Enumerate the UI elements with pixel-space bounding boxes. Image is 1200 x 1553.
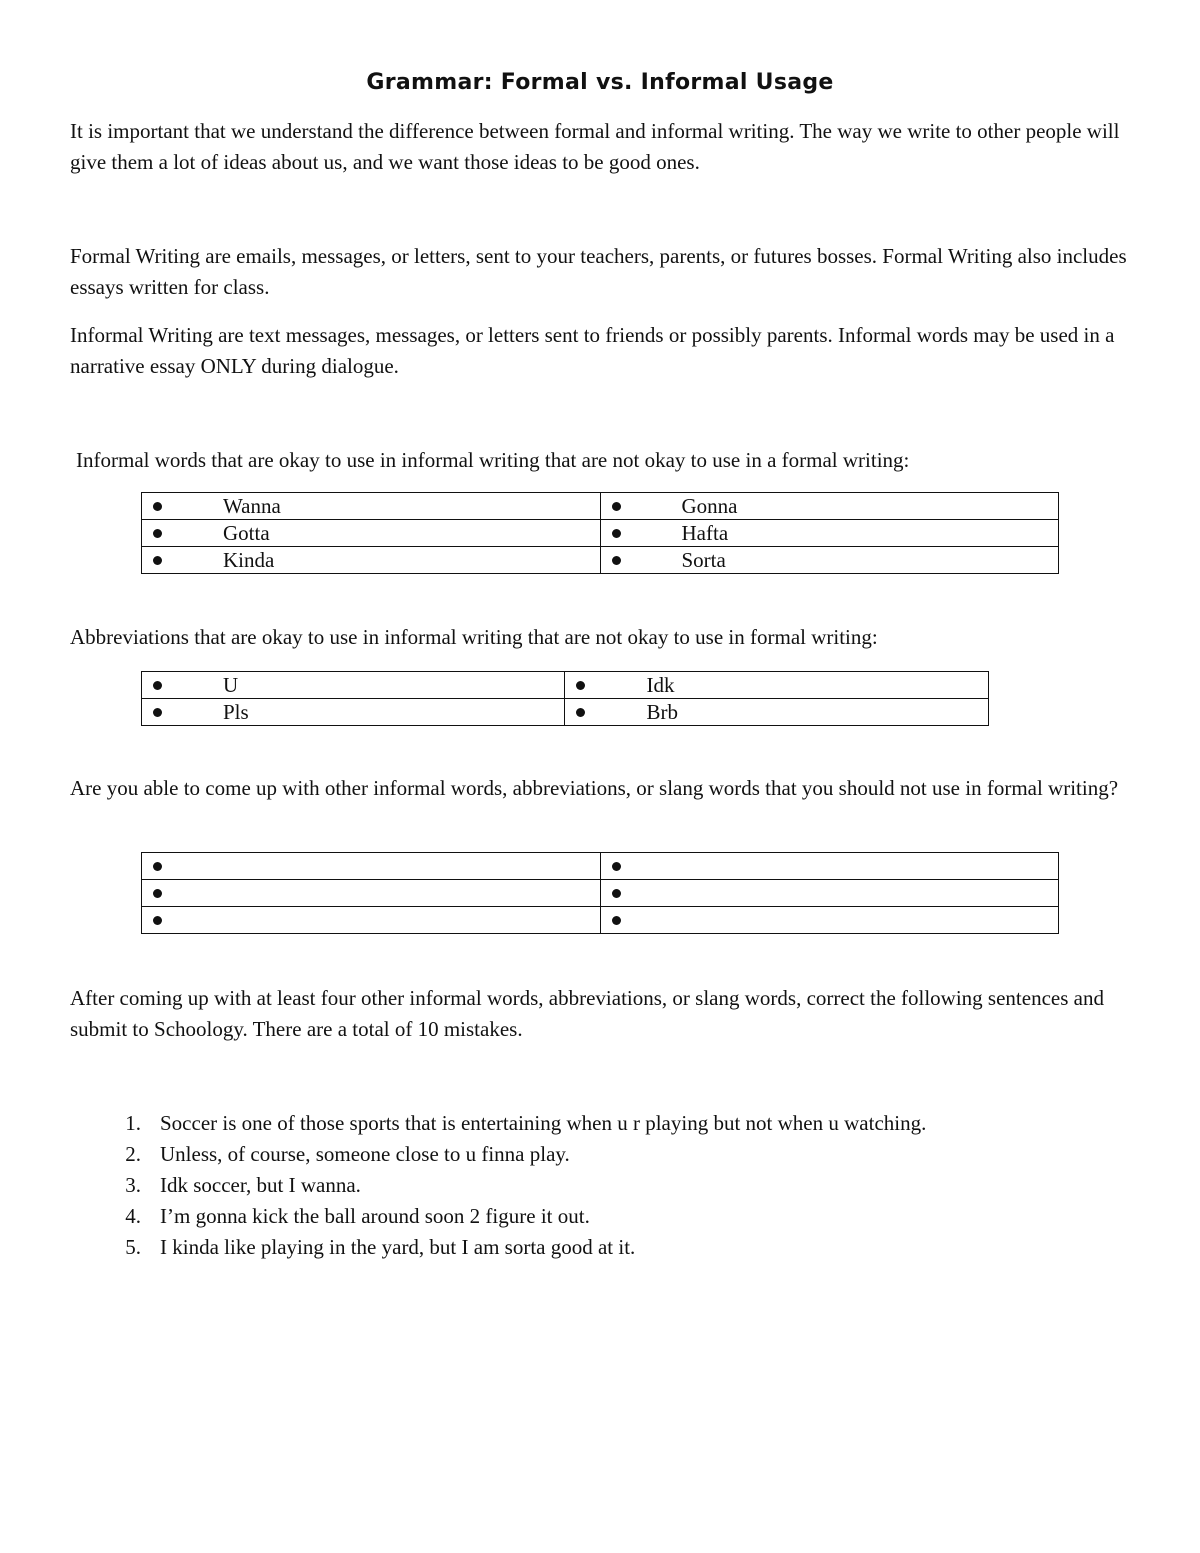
table-cell: Pls (223, 700, 249, 724)
table-row (142, 672, 989, 699)
table-row (142, 493, 1059, 520)
bullet-icon (612, 556, 621, 565)
blank-answer-table (141, 852, 1059, 934)
list-item (70, 1170, 926, 1201)
informal-words-heading: Informal words that are okay to use in informal writing that are not okay to use in a formal writing: (76, 448, 910, 472)
list-item (70, 1139, 926, 1170)
table-row (142, 699, 989, 726)
list-item-text: Unless, of course, someone close to u finna play. (160, 1142, 570, 1166)
table-cell: Brb (646, 700, 678, 724)
bullet-icon (153, 529, 162, 538)
table-row (142, 880, 1059, 907)
answer-cell[interactable] (142, 907, 601, 934)
table-row (142, 547, 1059, 574)
bullet-icon (576, 681, 585, 690)
question-paragraph: Are you able to come up with other informal words, abbreviations, or slang words that you should not use in formal writing? (70, 776, 1119, 800)
instructions-paragraph: After coming up with at least four other informal words, abbreviations, or slang words, correct the following sentences and submit to Schoology. There are a total of 10 mistakes. (70, 986, 1104, 1041)
table-cell: Gonna (681, 494, 738, 518)
answer-cell[interactable] (600, 880, 1059, 907)
list-item-text: Idk soccer, but I wanna. (160, 1173, 361, 1197)
bullet-icon (153, 556, 162, 565)
informal-words-table (141, 492, 1059, 574)
table-cell: Hafta (681, 521, 729, 545)
table-cell: Idk (646, 673, 675, 697)
abbreviations-table (141, 671, 989, 726)
list-item-number: 2. (125, 1142, 141, 1166)
table-cell: Kinda (223, 548, 275, 572)
list-item-text: I kinda like playing in the yard, but I am sorta good at it. (160, 1235, 636, 1259)
bullet-icon (612, 916, 621, 925)
bullet-icon (153, 502, 162, 511)
table-cell: Sorta (681, 548, 726, 572)
table-row (142, 520, 1059, 547)
bullet-icon (612, 529, 621, 538)
bullet-icon (153, 862, 162, 871)
bullet-icon (153, 708, 162, 717)
bullet-icon (153, 889, 162, 898)
list-item-text: Soccer is one of those sports that is entertaining when u r playing but not when u watching. (160, 1111, 927, 1135)
sentence-list (70, 1108, 926, 1263)
bullet-icon (576, 708, 585, 717)
table-row (142, 853, 1059, 880)
bullet-icon (612, 502, 621, 511)
intro-paragraph: It is important that we understand the difference between formal and informal writing. The way we write to other people will give them a lot of ideas about us, and we want those ideas to be good ones. (70, 119, 1120, 174)
bullet-icon (153, 681, 162, 690)
answer-cell[interactable] (142, 853, 601, 880)
list-item (70, 1232, 926, 1263)
table-cell: U (223, 673, 239, 697)
list-item (70, 1108, 926, 1139)
answer-cell[interactable] (142, 880, 601, 907)
list-item (70, 1201, 926, 1232)
bullet-icon (612, 889, 621, 898)
table-cell: Wanna (223, 494, 281, 518)
answer-cell[interactable] (600, 907, 1059, 934)
table-cell: Gotta (223, 521, 270, 545)
informal-writing-paragraph: Informal Writing are text messages, messages, or letters sent to friends or possibly parents. Informal words may be used in a narrative essay ONLY during dialogue. (70, 323, 1115, 378)
page-title: Grammar: Formal vs. Informal Usage (366, 70, 834, 95)
list-item-number: 3. (125, 1173, 141, 1197)
bullet-icon (612, 862, 621, 871)
bullet-icon (153, 916, 162, 925)
answer-cell[interactable] (600, 853, 1059, 880)
abbreviations-heading: Abbreviations that are okay to use in informal writing that are not okay to use in formal writing: (70, 625, 878, 649)
list-item-number: 5. (125, 1235, 141, 1259)
list-item-number: 1. (125, 1111, 141, 1135)
list-item-number: 4. (125, 1204, 141, 1228)
table-row (142, 907, 1059, 934)
formal-writing-paragraph: Formal Writing are emails, messages, or letters, sent to your teachers, parents, or futures bosses. Formal Writing also includes essays written for class. (70, 244, 1127, 299)
list-item-text: I’m gonna kick the ball around soon 2 figure it out. (160, 1204, 590, 1228)
